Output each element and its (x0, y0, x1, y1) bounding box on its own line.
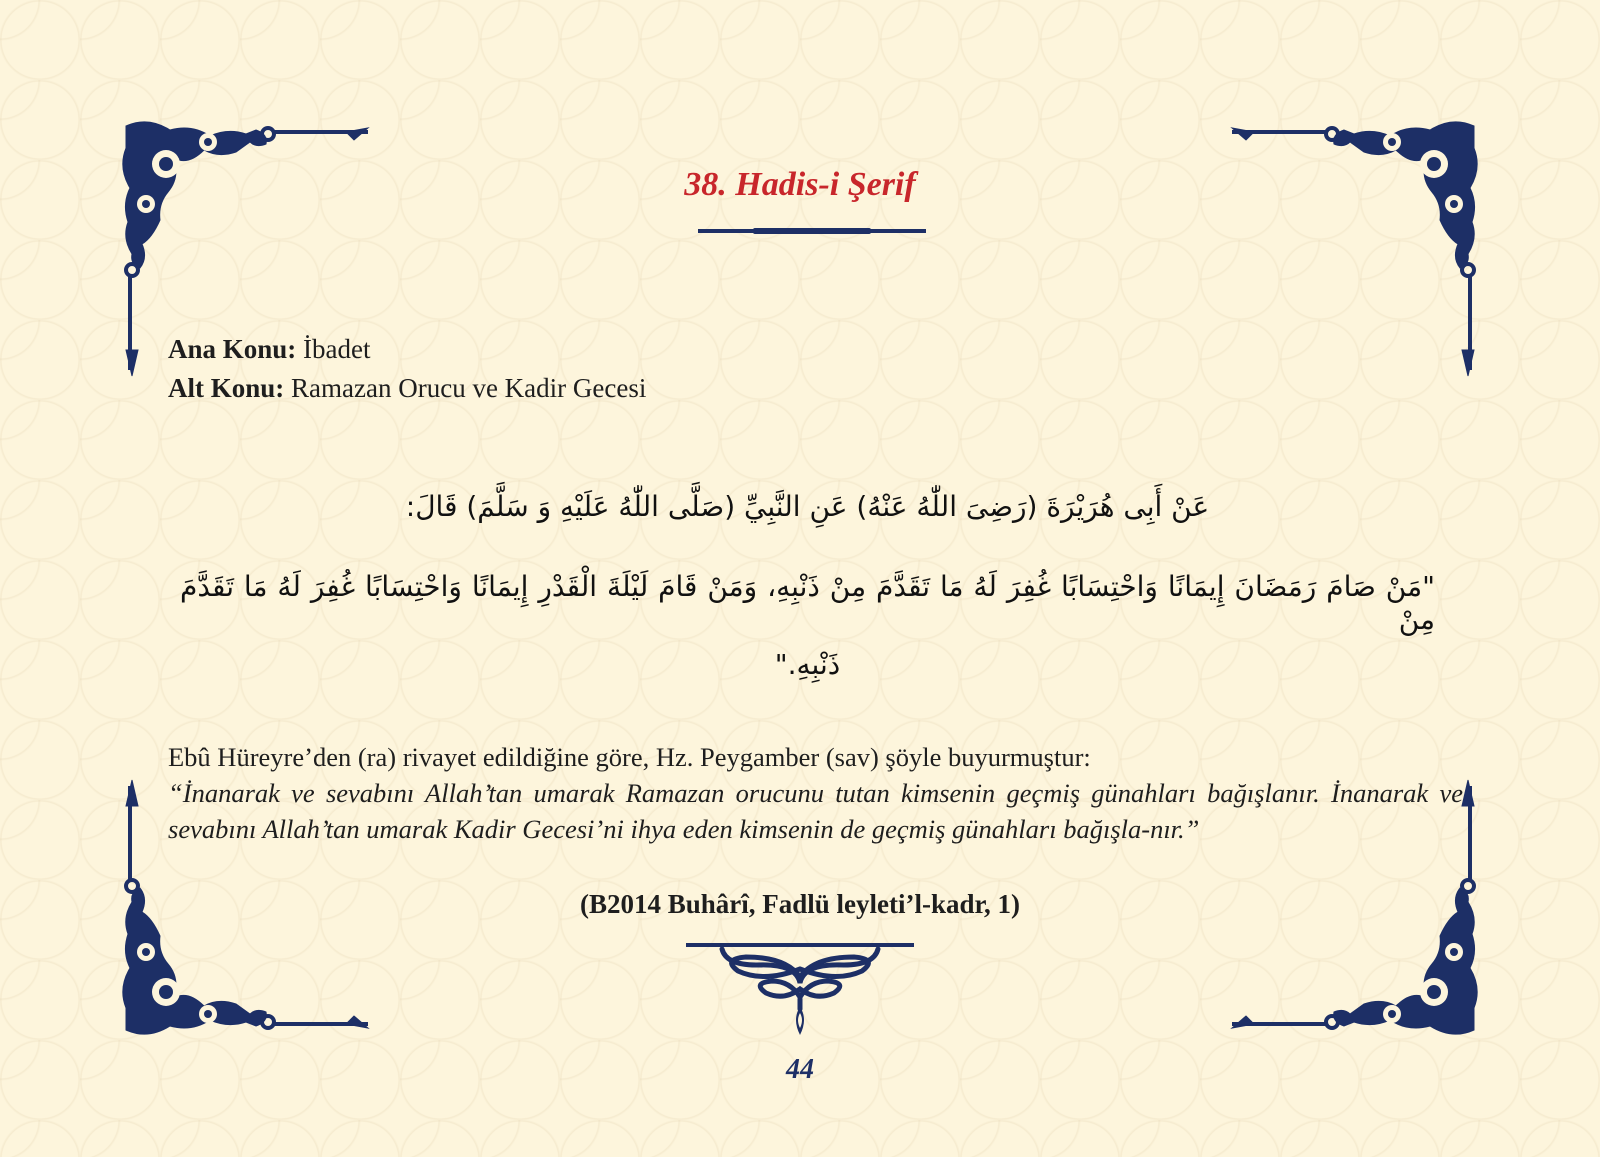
corner-ornament-top-right (1222, 118, 1482, 378)
arabic-hadith-line-end: ذَنْبِهِ." (774, 648, 841, 681)
page-title: 38. Hadis-i Şerif (684, 166, 916, 203)
main-topic (168, 330, 646, 369)
topic-meta (168, 330, 646, 408)
sub-topic-value: Ramazan Orucu ve Kadir Gecesi (291, 373, 647, 403)
translation-quote: “İnanarak ve sevabını Allah’tan umarak Ramazan orucunu tutan kimsenin geçmiş günahları bağışlanır. İnanarak ve sevabını Allah’tan umarak Kadir Gecesi’ni ihya eden kimsenin de geçmiş günahları bağışla-nır.” (168, 778, 1463, 844)
translation-intro: Ebû Hüreyre’den (ra) rivayet edildiğine göre, Hz. Peygamber (sav) şöyle buyurmuştur: (168, 742, 1091, 772)
page-number: 44 (786, 1054, 814, 1085)
sub-topic-label: Alt Konu: (168, 373, 285, 403)
sub-topic (168, 369, 646, 408)
bottom-flourish (686, 943, 914, 1038)
main-topic-label: Ana Konu: (168, 334, 297, 364)
arabic-narration-line: عَنْ أَبِى هُرَيْرَةَ (رَضِىَ اللّٰهُ عَنْهُ) عَنِ النَّبِيِّ (صَلَّى اللّٰهُ عَلَيْهِ وَ سَلَّمَ) قَالَ: (405, 490, 1210, 523)
floral-corner-icon (1222, 118, 1482, 378)
title-divider-center (753, 228, 871, 234)
main-topic-value: İbadet (303, 334, 371, 364)
flourish-icon (686, 943, 914, 1038)
arabic-hadith-line: "مَنْ صَامَ رَمَضَانَ إِيمَانًا وَاحْتِسَابًا غُفِرَ لَهُ مَا تَقَدَّمَ مِنْ ذَنْبِهِ، وَمَنْ قَامَ لَيْلَةَ الْقَدْرِ إِيمَانًا وَاحْتِسَابًا غُفِرَ لَهُ مَا تَقَدَّمَ مِنْ (180, 570, 1435, 636)
title-divider (698, 229, 926, 233)
hadith-source: (B2014 Buhârî, Fadlü leyleti’l-kadr, 1) (579, 889, 1021, 919)
